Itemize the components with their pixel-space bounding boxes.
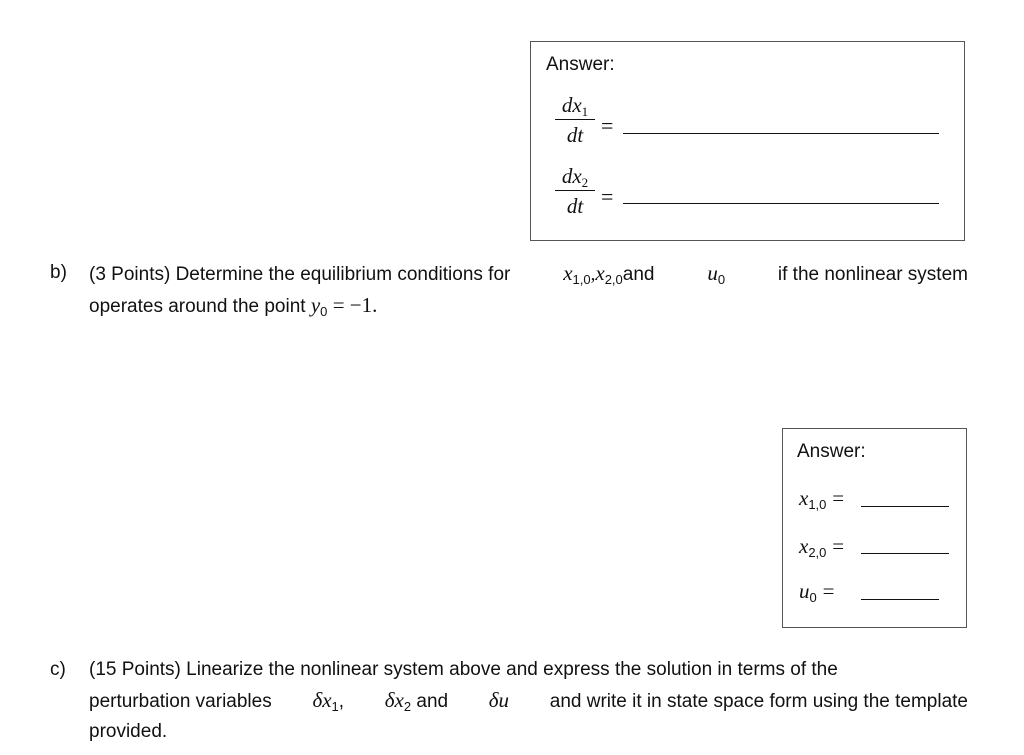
equilibrium-x1-row: $x_{1,0}$ = [799,486,845,512]
part-c-text: (15 Points) Linearize the nonlinear system above and express the solution in terms of the perturbation variables $\delta x_1$, $\delta x_2$ and δu and write it in state space form using the template provided. [89,659,968,742]
answer-blank-x20[interactable] [861,553,949,554]
answer-label: Answer: [546,54,615,75]
answer-blank-dx2[interactable] [623,203,939,204]
question-part-c [50,655,970,747]
part-b-text: (3 Points) Determine the equilibrium conditions for $x_{1,0},x_{2,0}and$ $u_0$ if the nonlinear system operates around the point $y_0 = -1$. [89,261,968,319]
answer-blank-u0[interactable] [861,599,939,600]
equals-sign: = [601,113,614,138]
question-part-b [50,258,970,320]
part-label: c) [50,659,66,680]
answer-label: Answer: [797,441,866,462]
derivative-x2-fraction: $dx_2$ dt [555,163,595,219]
answer-blank-dx1[interactable] [623,133,939,134]
answer-box-derivatives [530,41,965,241]
part-label: b) [50,262,67,283]
equilibrium-u0-row: $u_0$ = [799,579,835,605]
equals-sign: = [601,184,614,209]
answer-blank-x10[interactable] [861,506,949,507]
answer-box-equilibrium [782,428,967,628]
derivative-x1-fraction: $dx_1$ dt [555,92,595,148]
equilibrium-x2-row: $x_{2,0}$ = [799,534,845,560]
